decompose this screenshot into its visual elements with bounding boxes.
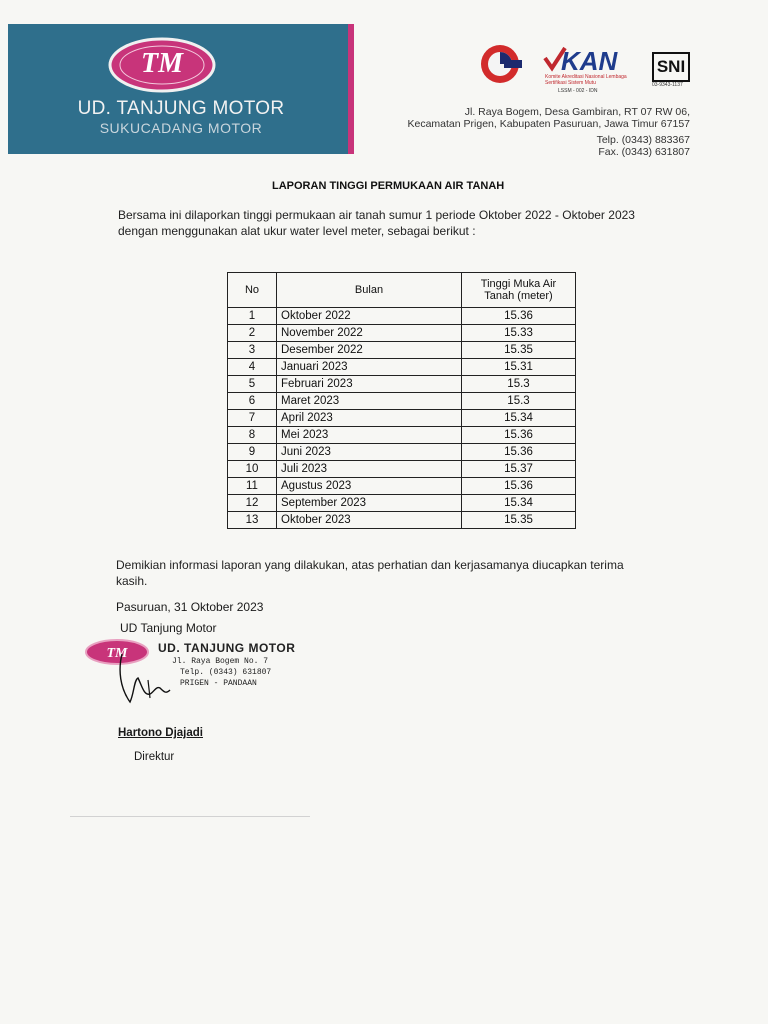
table-row xyxy=(228,376,576,393)
signing-company: UD Tanjung Motor xyxy=(120,621,217,635)
report-intro: Bersama ini dilaporkan tinggi permukaan air tanah sumur 1 periode Oktober 2022 - Oktober 2023 dengan menggunakan alat ukur water level meter, sebagai berikut : xyxy=(118,208,635,238)
check-icon xyxy=(543,46,567,72)
table-row xyxy=(228,427,576,444)
cell-height: 15.36 xyxy=(462,308,576,325)
table-row xyxy=(228,444,576,461)
stamp-phone: Telp. (0343) 631807 xyxy=(180,668,272,677)
cell-month: Juli 2023 xyxy=(277,461,462,478)
cell-height: 15.34 xyxy=(462,410,576,427)
cell-no: 1 xyxy=(228,308,277,325)
stamp-city: PRIGEN - PANDAAN xyxy=(180,679,257,688)
signer-role: Direktur xyxy=(134,751,175,763)
cell-no: 4 xyxy=(228,359,277,376)
header-height: Tinggi Muka Air Tanah (meter) xyxy=(462,273,576,308)
table-row xyxy=(228,393,576,410)
cell-height: 15.36 xyxy=(462,427,576,444)
fax-number: Fax. (0343) 631807 xyxy=(598,146,690,158)
cell-no: 10 xyxy=(228,461,277,478)
cell-month: Desember 2022 xyxy=(277,342,462,359)
cell-month: Januari 2023 xyxy=(277,359,462,376)
cell-no: 2 xyxy=(228,325,277,342)
table-row xyxy=(228,325,576,342)
stamp-company-name: UD. TANJUNG MOTOR xyxy=(158,641,296,655)
water-level-table xyxy=(227,272,576,529)
cell-height: 15.36 xyxy=(462,444,576,461)
kan-caption: Komite Akreditasi Nasional Lembaga Sertifikasi Sistem Mutu xyxy=(545,74,627,86)
company-banner xyxy=(8,24,354,154)
address-line-1: Jl. Raya Bogem, Desa Gambiran, RT 07 RW 06, xyxy=(464,106,690,118)
cell-height: 15.33 xyxy=(462,325,576,342)
company-name: UD. TANJUNG MOTOR xyxy=(77,98,285,119)
cell-no: 12 xyxy=(228,495,277,512)
table-row xyxy=(228,495,576,512)
sni-code: 03-9343-1137 xyxy=(652,82,683,88)
cell-no: 6 xyxy=(228,393,277,410)
cell-month: Agustus 2023 xyxy=(277,478,462,495)
table-row xyxy=(228,461,576,478)
table-row xyxy=(228,308,576,325)
cell-month: November 2022 xyxy=(277,325,462,342)
cell-height: 15.35 xyxy=(462,342,576,359)
cell-month: Juni 2023 xyxy=(277,444,462,461)
svg-text:TM: TM xyxy=(106,646,128,661)
cell-month: Oktober 2022 xyxy=(277,308,462,325)
stamp-address: Jl. Raya Bogem No. 7 xyxy=(172,657,269,666)
cell-no: 7 xyxy=(228,410,277,427)
cell-no: 11 xyxy=(228,478,277,495)
closing-text: Demikian informasi laporan yang dilakukan, atas perhatian dan kerjasamanya diucapkan terima kasih. xyxy=(116,558,624,588)
divider xyxy=(70,816,310,817)
report-title: LAPORAN TINGGI PERMUKAAN AIR TANAH xyxy=(272,180,505,192)
cell-no: 3 xyxy=(228,342,277,359)
signer-name: Hartono Djajadi xyxy=(118,727,203,739)
table-row xyxy=(228,359,576,376)
cell-height: 15.37 xyxy=(462,461,576,478)
table-row xyxy=(228,512,576,529)
table-body xyxy=(228,308,576,529)
cell-month: September 2023 xyxy=(277,495,462,512)
cell-no: 13 xyxy=(228,512,277,529)
sni-logo xyxy=(652,52,690,82)
header-month: Bulan xyxy=(277,273,462,308)
cell-height: 15.31 xyxy=(462,359,576,376)
place-date: Pasuruan, 31 Oktober 2023 xyxy=(116,600,264,614)
handwritten-signature xyxy=(108,650,188,710)
cell-height: 15.3 xyxy=(462,376,576,393)
cell-height: 15.3 xyxy=(462,393,576,410)
cell-no: 5 xyxy=(228,376,277,393)
table-header-row xyxy=(228,273,576,308)
cell-height: 15.35 xyxy=(462,512,576,529)
cell-height: 15.34 xyxy=(462,495,576,512)
kan-code: LSSM - 002 - IDN xyxy=(558,88,598,94)
phone-number: Telp. (0343) 883367 xyxy=(596,134,690,146)
cell-no: 8 xyxy=(228,427,277,444)
table-row xyxy=(228,410,576,427)
certification-seal-icon xyxy=(478,42,526,86)
table-row xyxy=(228,478,576,495)
company-subtitle: SUKUCADANG MOTOR xyxy=(99,120,263,136)
kan-label: KAN xyxy=(561,46,618,76)
kan-logo xyxy=(545,48,617,74)
sni-label: SNI xyxy=(656,57,686,76)
cell-month: Maret 2023 xyxy=(277,393,462,410)
cell-no: 9 xyxy=(228,444,277,461)
cell-month: Februari 2023 xyxy=(277,376,462,393)
cell-month: Oktober 2023 xyxy=(277,512,462,529)
cell-month: Mei 2023 xyxy=(277,427,462,444)
cell-month: April 2023 xyxy=(277,410,462,427)
company-logo-mark: TM xyxy=(141,48,183,79)
address-line-2: Kecamatan Prigen, Kabupaten Pasuruan, Jawa Timur 67157 xyxy=(407,118,690,130)
header-no: No xyxy=(228,273,277,308)
table-row xyxy=(228,342,576,359)
cell-height: 15.36 xyxy=(462,478,576,495)
